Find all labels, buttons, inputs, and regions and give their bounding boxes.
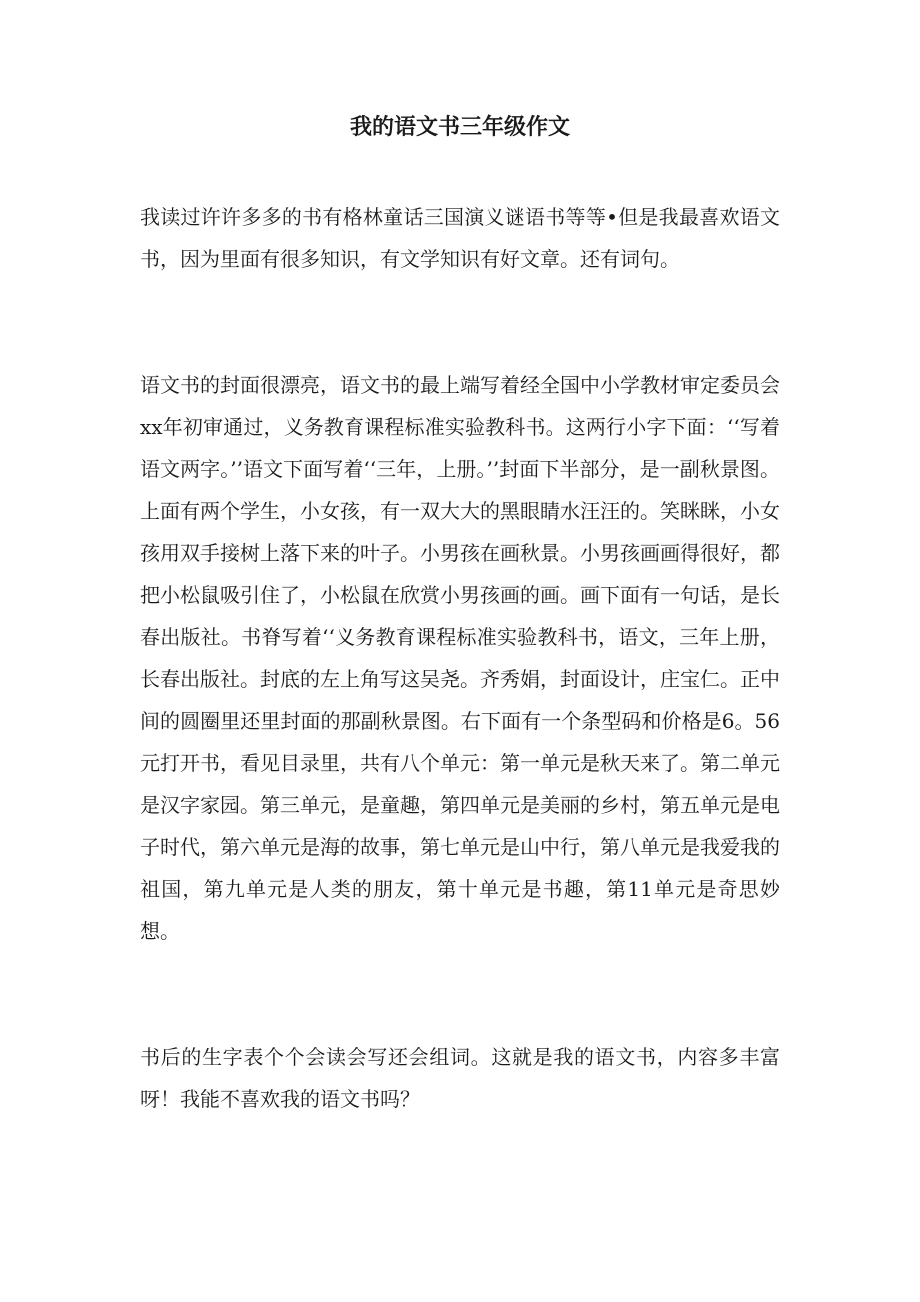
paragraph-intro: 我读过许许多多的书有格林童话三国演义谜语书等等•但是我最喜欢语文书，因为里面有很多知识，有文学知识有好文章。还有词句。 (140, 205, 780, 271)
paragraph-cover-description: 语文书的封面很漂亮，语文书的最上端写着经全国中小学教材审定委员会xx年初审通过，义务教育课程标准实验教科书。这两行小字下面：‘‘写着语文两字。’’语文下面写着‘‘三年，上册。’’封面下半部分，是一副秋景图。上面有两个学生，小女孩，有一双大大的黑眼睛水汪汪的。笑眯眯，小女孩用双手接树上落下来的叶子。小男孩在画秋景。小男孩画画得很好，都把小松鼠吸引住了，小松鼠在欣赏小男孩画的画。画下面有一句话，是长春出版社。书脊写着‘‘义务教育课程标准实验教科书，语文，三年上册，长春出版社。封底的左上角写这吴尧。齐秀娟，封面设计，庄宝仁。正中间的圆圈里还里封面的那副秋景图。右下面有一个条型码和价格是6。56元打开书，看见目录里，共有八个单元：第一单元是秋天来了。第二单元是汉字家园。第三单元，是童趣，第四单元是美丽的乡村，第五单元是电子时代，第六单元是海的故事，第七单元是山中行，第八单元是我爱我的祖国，第九单元是人类的朋友，第十单元是书趣，第11单元是奇思妙想。 (140, 373, 780, 943)
paragraph-conclusion: 书后的生字表个个会读会写还会组词。这就是我的语文书，内容多丰富呀！我能不喜欢我的语文书吗？ (140, 1045, 780, 1111)
document-title: 我的语文书三年级作文 (349, 114, 570, 140)
